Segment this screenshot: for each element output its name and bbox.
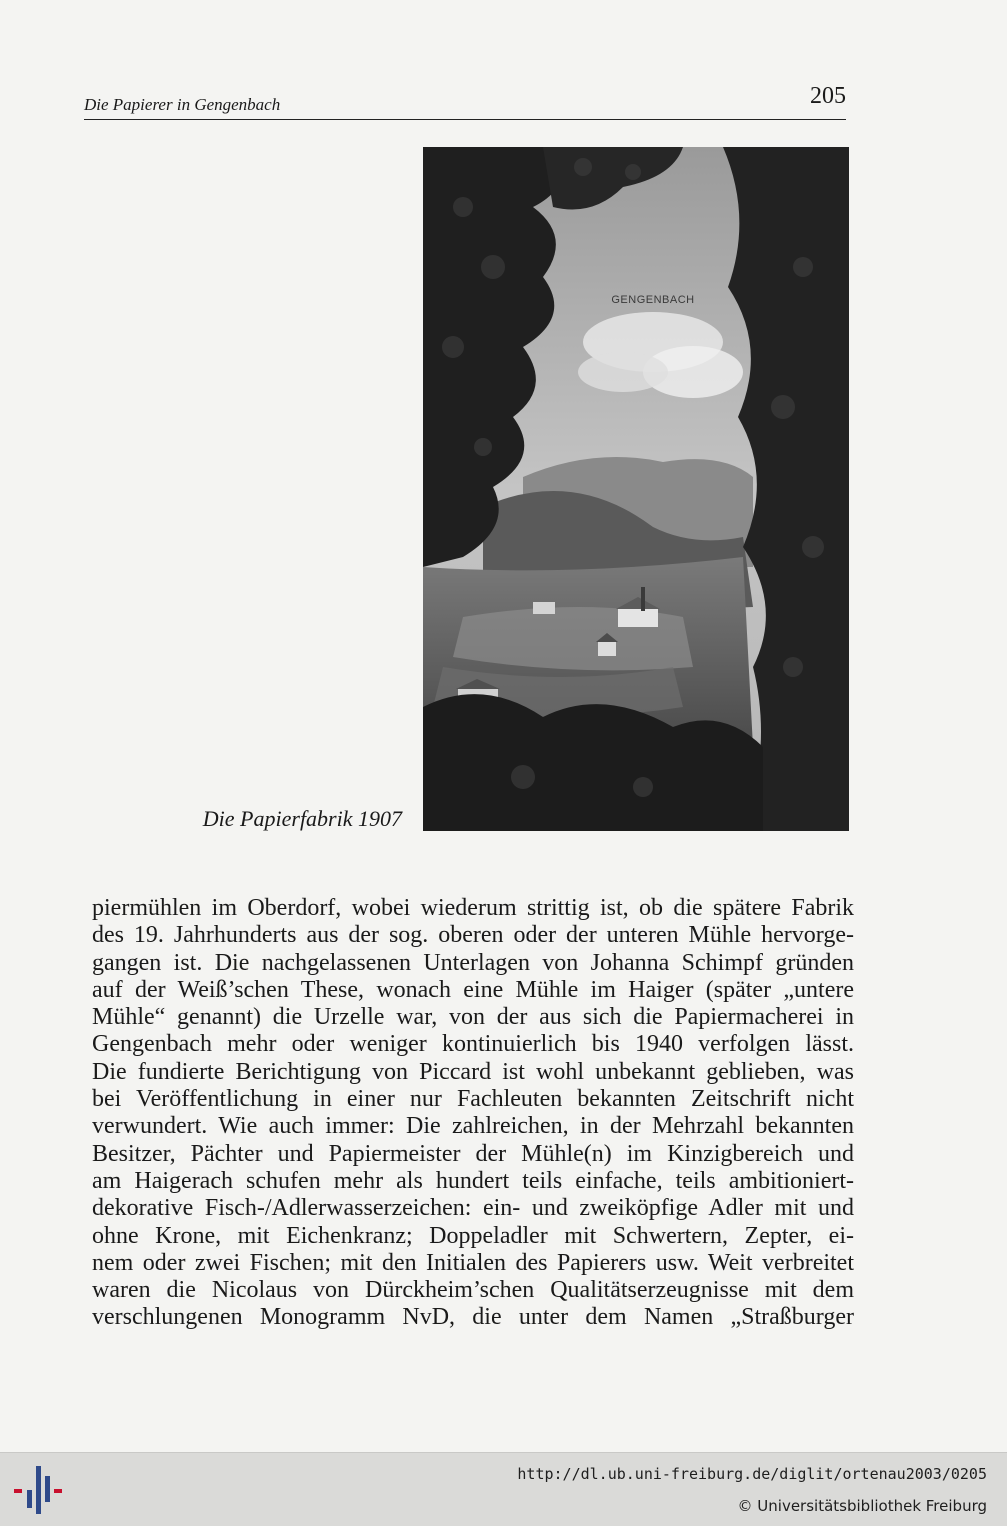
body-line: bei Veröffentlichung in einer nur Fachleuten bekannten Zeitschrift nicht (92, 1086, 854, 1113)
figure-caption: Die Papierfabrik 1907 (202, 806, 402, 831)
body-line: piermühlen im Oberdorf, wobei wiederum strittig ist, ob die spätere Fabrik (92, 895, 854, 921)
body-line: gangen ist. Die nachgelassenen Unterlagen von Johanna Schimpf gründen (92, 949, 854, 976)
body-line: verschlungenen Monogramm NvD, die unter dem Namen „Straßburger (92, 1304, 854, 1331)
body-line: verwundert. Wie auch immer: Die zahlreichen, in der Mehrzahl bekannten (92, 1113, 854, 1140)
body-line: dekorative Fisch-/Adlerwasserzeichen: ein- und zweiköpfige Adler mit und (92, 1195, 854, 1222)
body-line: des 19. Jahrhunderts aus der sog. oberen oder der unteren Mühle hervorge- (92, 922, 854, 949)
logo-dash (54, 1489, 62, 1493)
viewer-footer (0, 1452, 1007, 1526)
body-line: nem oder zwei Fischen; mit den Initialen des Papierers usw. Weit verbreitet (92, 1249, 854, 1276)
logo-bar (45, 1476, 50, 1502)
body-line: Die fundierte Berichtigung von Piccard ist wohl unbekannt geblieben, was (92, 1058, 854, 1085)
body-paragraph (92, 895, 854, 1332)
body-line: auf der Weiß’schen These, wonach eine Mühle im Haiger (später „untere (92, 976, 854, 1003)
copyright-notice: © Universitätsbibliothek Freiburg (737, 1497, 987, 1515)
body-line: ohne Krone, mit Eichenkranz; Doppeladler mit Schwertern, Zepter, ei- (92, 1222, 854, 1249)
photo-inscription: GENGENBACH (611, 294, 695, 306)
historic-photo-gengenbach (423, 147, 849, 831)
body-line: am Haigerach schufen mehr als hundert teils einfache, teils ambitioniert- (92, 1167, 854, 1194)
logo-bar (36, 1466, 41, 1514)
body-line: Besitzer, Pächter und Papiermeister der Mühle(n) im Kinzigbereich und (92, 1140, 854, 1167)
page-number: 205 (810, 83, 846, 109)
body-line: Mühle“ genannt) die Urzelle war, von der aus sich die Papiermacherei in (92, 1004, 854, 1031)
photo-illustration (423, 147, 849, 831)
library-logo-icon (12, 1464, 64, 1516)
permalink-url[interactable]: http://dl.ub.uni-freiburg.de/diglit/ortenau2003/0205 (517, 1465, 987, 1483)
body-line: Gengenbach mehr oder weniger kontinuierlich bis 1940 verfolgen lässt. (92, 1031, 854, 1058)
logo-bar (27, 1490, 32, 1508)
running-head (84, 83, 846, 120)
running-title: Die Papierer in Gengenbach (84, 95, 281, 114)
body-line: waren die Nicolaus von Dürckheim’schen Qualitätserzeugnisse mit dem (92, 1277, 854, 1304)
logo-dash (14, 1489, 22, 1493)
